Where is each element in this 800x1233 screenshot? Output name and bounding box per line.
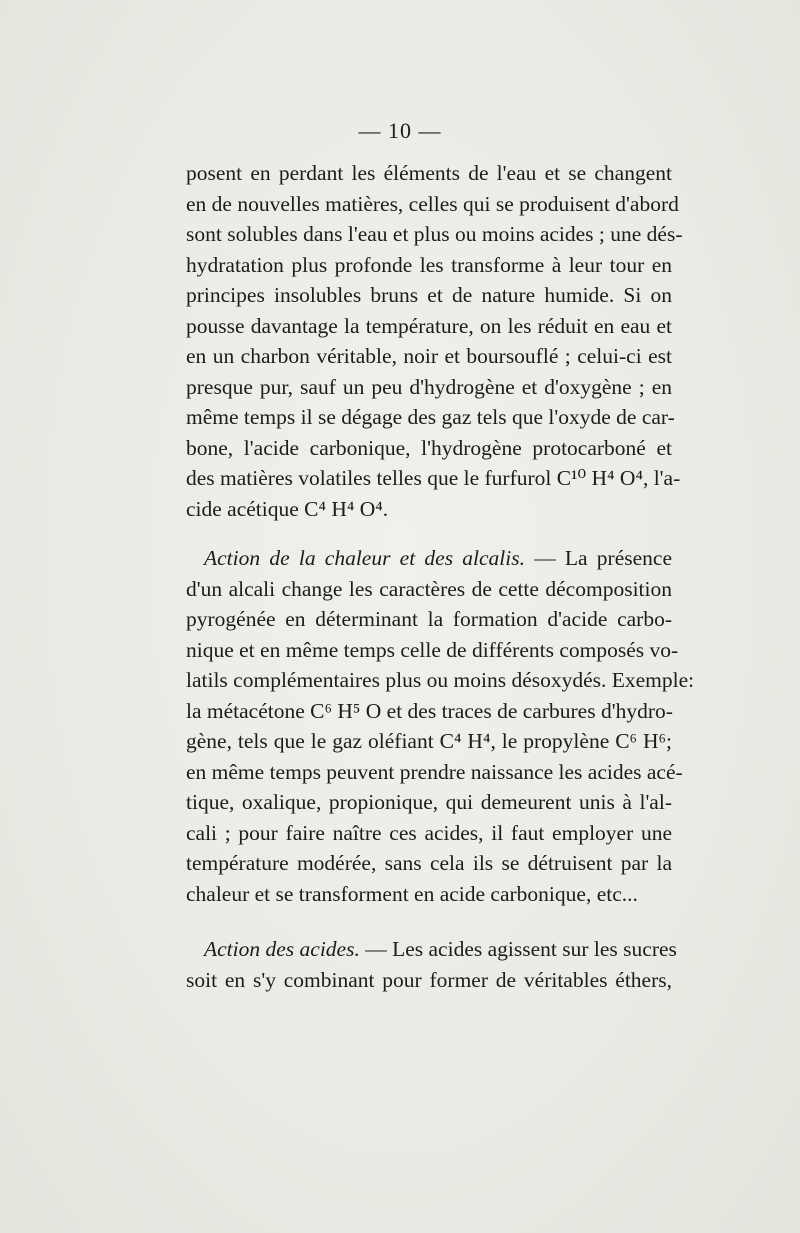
paragraph-3 (186, 934, 677, 995)
paragraph-1 (186, 158, 683, 524)
text-line: nique et en même temps celle de différents composés vo- (186, 637, 679, 662)
text-line: principes insolubles bruns et de nature humide. Si on (186, 283, 672, 307)
text-line: latils complémentaires plus ou moins désoxydés. Exemple: (186, 668, 695, 692)
text-line: tique, oxalique, propionique, qui demeurent unis à l'al- (186, 790, 672, 814)
text-line: en même temps peuvent prendre naissance les acides acé- (186, 759, 683, 784)
text-line: en de nouvelles matières, celles qui se produisent d'abord (186, 191, 679, 216)
text-line: sont solubles dans l'eau et plus ou moins acides ; une dés- (186, 222, 683, 246)
text-line: presque pur, sauf un peu d'hydrogène et d'oxygène ; en (186, 374, 672, 399)
text-run: — La présence (524, 546, 672, 570)
text-line: en un charbon véritable, noir et boursouflé ; celui-ci est (186, 344, 672, 368)
text-line: pousse davantage la température, on les réduit en eau et (186, 313, 672, 338)
text-line: hydratation plus profonde les transforme à leur tour en (186, 252, 672, 277)
text-line: posent en perdant les éléments de l'eau et se changent (186, 161, 672, 185)
text-line-with-heading (186, 543, 672, 574)
section-heading: Action des acides. (204, 937, 360, 961)
text-line: d'un alcali change les caractères de cette décomposition (186, 576, 672, 601)
section-heading: Action de la chaleur et des alcalis. (204, 546, 525, 570)
page-number: — 10 — (358, 118, 442, 143)
text-line: température modérée, sans cela ils se détruisent par la (186, 851, 672, 875)
text-line: bone, l'acide carbonique, l'hydrogène protocarboné et (186, 435, 672, 460)
text-line: soit en s'y combinant pour former de véritables éthers, (186, 967, 672, 992)
text-line: des matières volatiles telles que le furfurol C¹⁰ H⁴ O⁴, l'a- (186, 466, 681, 490)
text-run: — Les acides agissent sur les sucres (359, 937, 677, 961)
text-line-with-heading (186, 934, 677, 965)
paragraph-2 (186, 543, 695, 909)
text-line: cide acétique C⁴ H⁴ O⁴. (186, 496, 389, 521)
text-line: même temps il se dégage des gaz tels que l'oxyde de car- (186, 405, 675, 429)
text-line: la métacétone C⁶ H⁵ O et des traces de carbures d'hydro- (186, 698, 673, 723)
text-line: chaleur et se transforment en acide carbonique, etc... (186, 881, 638, 906)
text-line: pyrogénée en déterminant la formation d'acide carbo- (186, 607, 672, 631)
text-line: gène, tels que le gaz oléfiant C⁴ H⁴, le propylène C⁶ H⁶; (186, 729, 672, 753)
text-line: cali ; pour faire naître ces acides, il faut employer une (186, 820, 672, 845)
